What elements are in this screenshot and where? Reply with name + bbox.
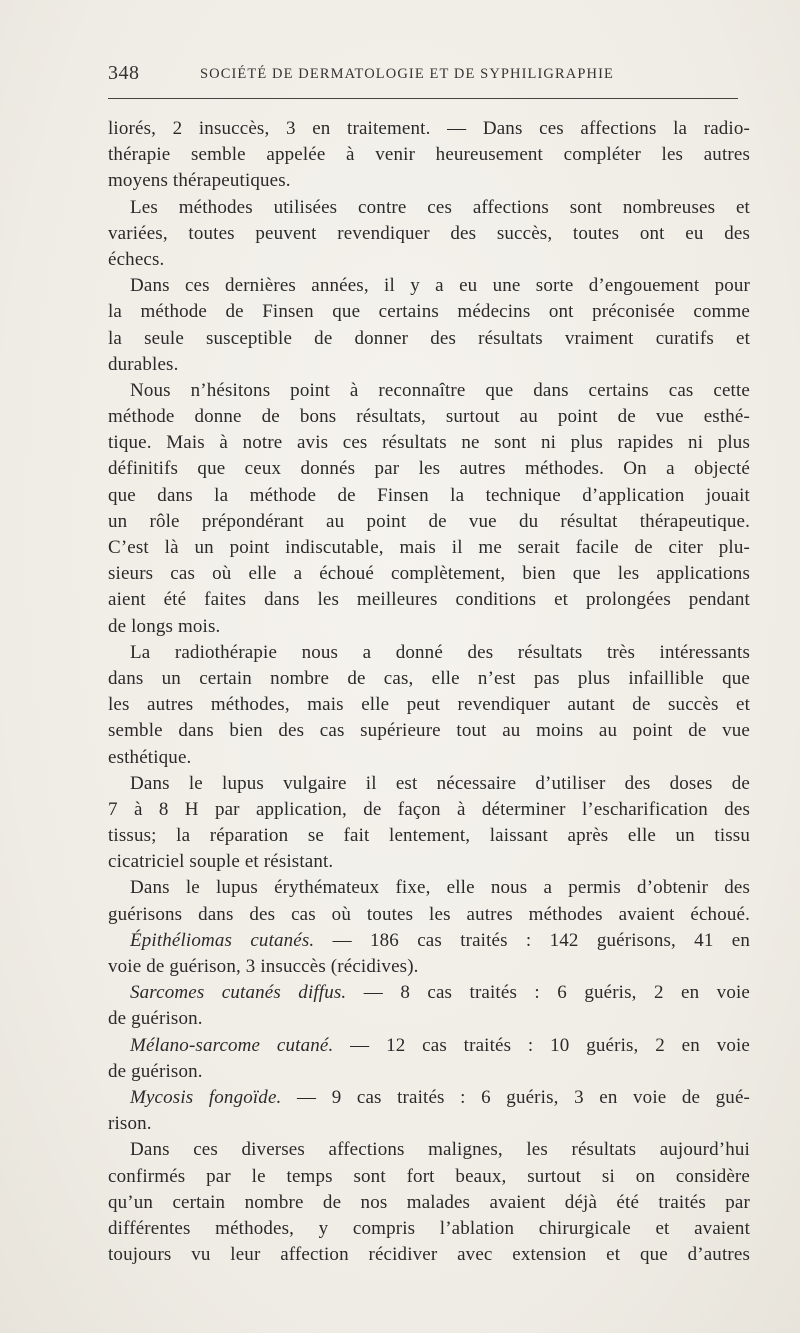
- italic-term: Épithéliomas cutanés.: [130, 929, 315, 951]
- text-line: les autres méthodes, mais elle peut revendiquer autant de succès et: [108, 694, 750, 716]
- text-segment: — 8 cas traités : 6 guéris, 2 en voie: [363, 982, 750, 1004]
- text-segment: — 186 cas traités : 142 guérisons, 41 en: [332, 929, 750, 951]
- text-line: [108, 1085, 750, 1111]
- text-line: cicatriciel souple et résistant.: [108, 851, 334, 873]
- text-line: liorés, 2 insuccès, 3 en traitement. — Dans ces affections la radio-: [108, 118, 750, 139]
- text-line: de guérison.: [108, 1060, 203, 1082]
- text-line: que dans la méthode de Finsen la technique d’application jouait: [108, 484, 750, 506]
- text-line: sieurs cas où elle a échoué complètement, bien que les applications: [108, 563, 750, 585]
- text-line: durables.: [108, 353, 179, 375]
- body-text: [108, 116, 750, 1268]
- header-rule: [108, 98, 738, 99]
- text-line: [108, 980, 750, 1006]
- italic-term: Sarcomes cutanés diffus.: [130, 982, 347, 1004]
- text-line: Dans le lupus vulgaire il est nécessaire d’utiliser des doses de: [130, 772, 750, 794]
- text-line: différentes méthodes, y compris l’ablation chirurgicale et avaient: [108, 1217, 750, 1239]
- text-line: la seule susceptible de donner des résultats vraiment curatifs et: [108, 327, 750, 349]
- text-line: [108, 1033, 750, 1059]
- text-line: tissus; la réparation se fait lentement, laissant après elle un tissu: [108, 825, 750, 847]
- text-line: la méthode de Finsen que certains médecins ont préconisée comme: [108, 301, 750, 323]
- page-header: [108, 62, 738, 88]
- text-line: échecs.: [108, 248, 165, 270]
- text-line: de longs mois.: [108, 615, 221, 637]
- running-head: SOCIÉTÉ DE DERMATOLOGIE ET DE SYPHILIGRAPHIE: [200, 66, 614, 82]
- text-line: méthode donne de bons résultats, surtout au point de vue esthé-: [108, 406, 750, 428]
- text-segment: — 12 cas traités : 10 guéris, 2 en voie: [350, 1034, 751, 1056]
- text-line: un rôle prépondérant au point de vue du résultat thérapeutique.: [108, 510, 750, 532]
- text-line: confirmés par le temps sont fort beaux, surtout si on considère: [108, 1165, 750, 1187]
- text-line: esthétique.: [108, 746, 192, 768]
- text-line: rison.: [108, 1113, 152, 1135]
- text-line: moyens thérapeutiques.: [108, 170, 291, 192]
- text-line: aient été faites dans les meilleures conditions et prolongées pendant: [108, 589, 750, 611]
- text-line: définitifs que ceux donnés par les autres méthodes. On a objecté: [108, 458, 750, 480]
- text-line: toujours vu leur affection récidiver avec extension et que d’autres: [108, 1244, 750, 1266]
- text-line: [108, 928, 750, 954]
- italic-term: Mycosis fongoïde.: [130, 1086, 282, 1108]
- italic-term: Mélano-sarcome cutané.: [130, 1034, 334, 1056]
- text-line: Les méthodes utilisées contre ces affections sont nombreuses et: [130, 196, 750, 218]
- text-line: qu’un certain nombre de nos malades avaient déjà été traités par: [108, 1191, 750, 1213]
- text-line: thérapie semble appelée à venir heureusement compléter les autres: [108, 144, 750, 166]
- text-line: Nous n’hésitons point à reconnaître que dans certains cas cette: [130, 379, 750, 401]
- page-number: 348: [108, 62, 140, 84]
- text-line: de guérison.: [108, 1008, 203, 1030]
- text-line: tique. Mais à notre avis ces résultats ne sont ni plus rapides ni plus: [108, 432, 750, 454]
- text-line: dans un certain nombre de cas, elle n’est pas plus infaillible que: [108, 667, 750, 689]
- text-line: variées, toutes peuvent revendiquer des succès, toutes ont eu des: [108, 222, 750, 244]
- text-line: semble dans bien des cas supérieure tout au moins au point de vue: [108, 720, 750, 742]
- text-line: Dans ces diverses affections malignes, les résultats aujourd’hui: [130, 1139, 750, 1161]
- text-line: C’est là un point indiscutable, mais il me serait facile de citer plu-: [108, 537, 750, 558]
- text-segment: — 9 cas traités : 6 guéris, 3 en voie de gué-: [297, 1086, 751, 1108]
- text-line: voie de guérison, 3 insuccès (récidives).: [108, 956, 419, 977]
- text-line: Dans ces dernières années, il y a eu une sorte d’engouement pour: [130, 275, 750, 297]
- text-line: La radiothérapie nous a donné des résultats très intéressants: [130, 641, 750, 663]
- text-line: Dans le lupus érythémateux fixe, elle nous a permis d’obtenir des: [130, 877, 750, 899]
- text-line: guérisons dans des cas où toutes les autres méthodes avaient échoué.: [108, 903, 750, 925]
- text-line: 7 à 8 H par application, de façon à déterminer l’escharification des: [108, 798, 750, 820]
